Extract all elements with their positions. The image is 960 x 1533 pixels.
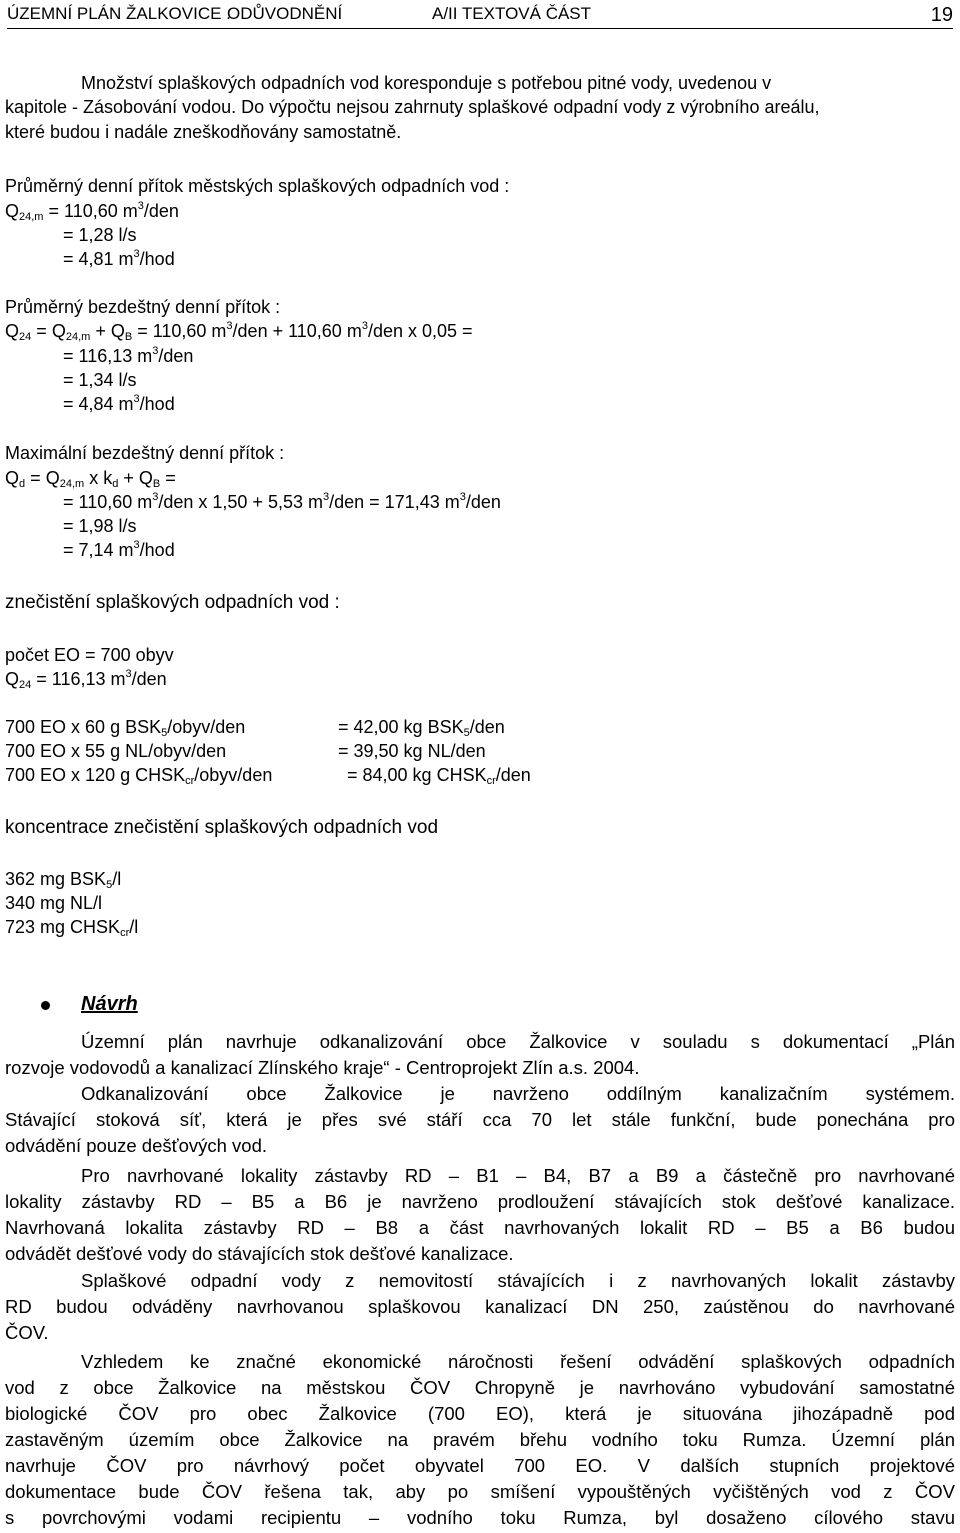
header-title: ÚZEMNÍ PLÁN ŽALKOVICE . — [7, 4, 231, 23]
dry-line-1: $Q_{24} = Q_{24,m} + Q_B = 110,60$ $m^3$/den + 110,60 $m^3$/den x 0,05 = — [5, 320, 473, 343]
dry-line-3: = 1,34 l/s — [63, 370, 137, 390]
avg-line-2: = 1,28 l/s — [63, 225, 137, 245]
paragraph-4: Splaškové odpadní vody z nemovitostí stávajících i z navrhovaných lokalit zástavby RD budou odváděny navrhovanou splaškovou kanalizací DN 250, zaústěnou do navrhované ČOV. — [5, 1270, 955, 1343]
pollution-row-a: 700 EO x 55 g NL/obyv/den — [5, 741, 227, 761]
pollution-row-b: = 84,00 kg $CHSK_{cr}$/den — [347, 765, 531, 787]
paragraph-5: Vzhledem ke značné ekonomické náročnosti řešení odvádění splaškových odpadních vod z obce Žalkovice na městskou ČOV Chropyně je navrhováno vybudování samostatné biologické ČOV pro obec Žalkovice (700 EO), která je situována jihozápadně pod zastavěným územím obce Žalkovice na pravém břehu vodního toku Rumza. Územní plán navrhuje ČOV pro návrhový počet obyvatel 700 EO. V dalších stupních projektové dokumentace bude ČOV řešena tak, aby po smíšení vypouštěných vyčištěných vod z ČOV s povrchovými vodami recipientu – vodního toku Rumza, byl dosaženo cílového stavu — [5, 1351, 955, 1528]
max-line-2: = 110,60 $m^3$/den x 1,50 + 5,53 $m^3$/den = 171,43 $m^3$/den — [63, 491, 501, 512]
max-line-1: $Q_d = Q_{24,m}$ x $k_d + Q_B$ = — [5, 468, 176, 490]
bullet-icon — [41, 1001, 50, 1010]
page-number: 19 — [930, 4, 953, 26]
header-part: A/II TEXTOVÁ ČÁST — [432, 4, 592, 23]
paragraph-3: Pro navrhované lokality zástavby RD – B1 – B4, B7 a B9 a částečně pro navrhované lokality zástavby RD – B5 a B6 je navrženo prodloužení stávajících stok dešťové kanalizace. Navrhovaná lokalita zástavby RD – B8 a část navrhovaných lokalit RD – B5 a B6 budou odvádět dešťové vody do stávajících stok dešťové kanalizace. — [5, 1165, 955, 1264]
pollution-row-a: 700 EO x 120 g $CHSK_{cr}/obyv$/den — [5, 765, 273, 787]
conc-row-1: 362 mg $BSK_5/l$ — [5, 869, 122, 891]
conc-row-3: 723 mg $CHSK_{cr}/l$ — [5, 917, 139, 939]
pollution-q: $Q_{24} = 116,13$ $m^3$/den — [5, 668, 167, 691]
avg-title: Průměrný denní přítok městských splaškových odpadních vod : — [5, 176, 510, 196]
avg-line-3: = 4,81 $m^3$/hod — [63, 248, 175, 269]
max-line-4: = 7,14 $m^3$/hod — [63, 539, 175, 560]
dry-line-2: = 116,13 $m^3$/den — [63, 345, 194, 366]
conc-row-2: 340 mg NL/l — [5, 893, 103, 913]
max-line-3: = 1,98 l/s — [63, 516, 137, 536]
intro-line-3: které budou i nadále zneškodňovány samostatně. — [5, 122, 402, 142]
paragraph-2: Odkanalizování obce Žalkovice je navrženo oddílným kanalizačním systémem. Stávající stoková síť, která je přes své stáří cca 70 let stále funkční, bude ponechána pro odvádění pouze dešťových vod. — [5, 1083, 955, 1156]
intro-line-2: kapitole - Zásobování vodou. Do výpočtu nejsou zahrnuty splaškové odpadní vody z výrobního areálu, — [5, 97, 820, 117]
pollution-row-b: = 42,00 kg $BSK_5$/den — [338, 717, 505, 739]
intro-line-1: Množství splaškových odpadních vod koresponduje s potřebou pitné vody, uvedenou v — [81, 73, 772, 93]
dry-line-4: = 4,84 $m^3$/hod — [63, 393, 175, 414]
max-title: Maximální bezdeštný denní přítok : — [5, 443, 285, 463]
pollution-title: znečistění splaškových odpadních vod : — [5, 592, 340, 613]
pollution-row-a: 700 EO x 60 g $BSK_5/obyv$/den — [5, 717, 246, 739]
conc-title: koncentrace znečistění splaškových odpadních vod — [5, 817, 439, 838]
paragraph-1: Územní plán navrhuje odkanalizování obce Žalkovice v souladu s dokumentací „Plán rozvoje vodovodů a kanalizací Zlínského kraje“ - Centroprojekt Zlín a.s. 2004. — [5, 1031, 955, 1078]
dry-title: Průměrný bezdeštný denní přítok : — [5, 297, 281, 317]
section-heading: Návrh — [81, 993, 138, 1015]
pollution-row-b: = 39,50 kg NL/den — [338, 741, 486, 761]
avg-line-1: $Q_{24,m} = 110,60$ $m^3$/den — [5, 200, 179, 223]
header-section: ODŮVODNĚNÍ — [227, 4, 343, 23]
pollution-eo: počet EO = 700 obyv — [5, 645, 174, 665]
page-header — [7, 4, 953, 29]
